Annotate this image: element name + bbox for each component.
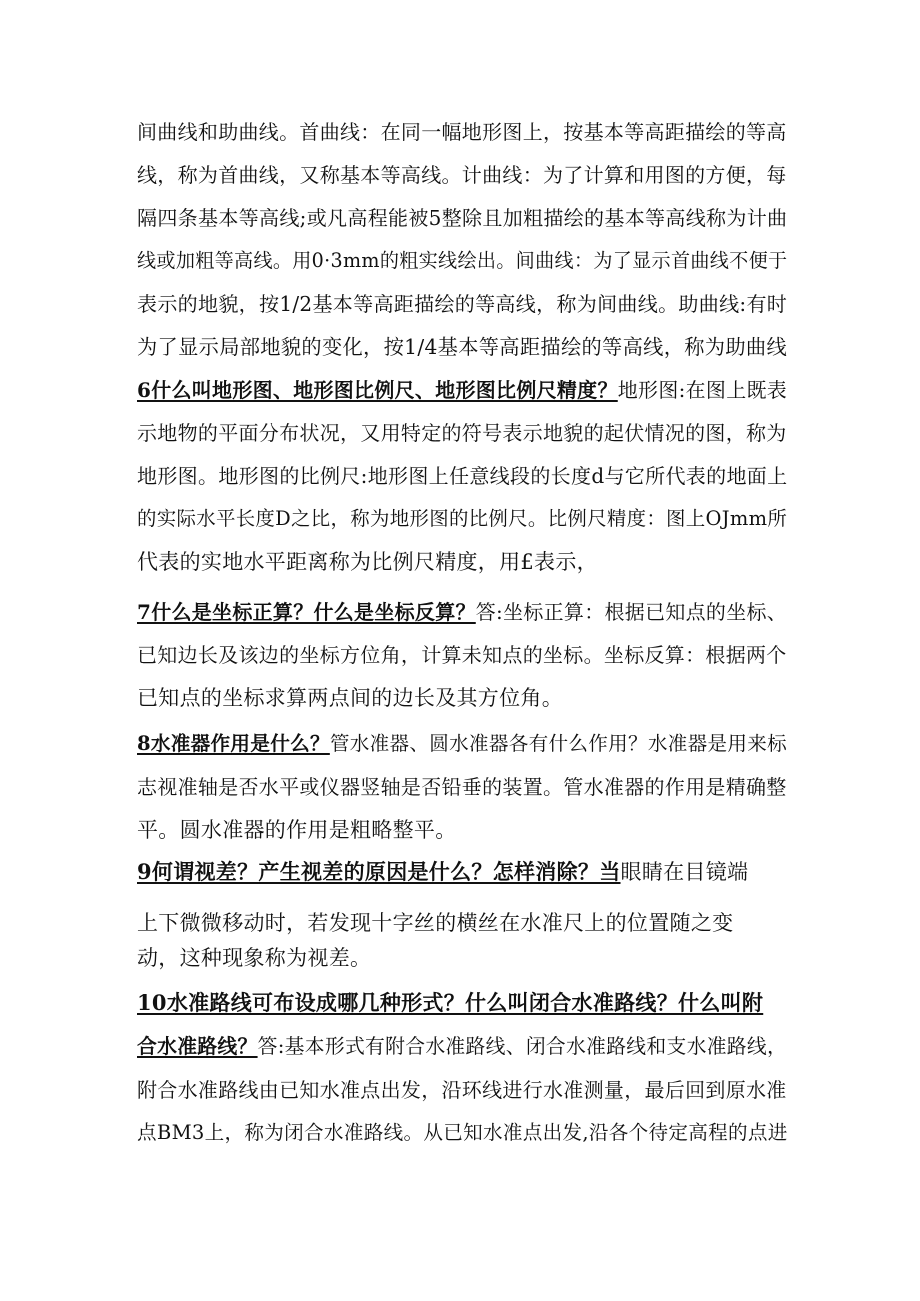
body-text: 管水准器、圆水准器各有什么作用？水准器是用来标	[329, 732, 788, 755]
body-text: 代表的实地水平距离称为比例尺精度，用£表示，	[137, 550, 598, 574]
text-line-13	[137, 640, 787, 670]
question-heading: 6什么叫地形图、地形图比例尺、地形图比例尺精度？	[137, 378, 618, 402]
text-line-15	[137, 729, 787, 759]
text-line-17	[137, 815, 457, 845]
text-line-4	[137, 246, 787, 276]
body-text: 已知边长及该边的坐标方位角，计算未知点的坐标。坐标反算：根据两个	[137, 643, 787, 667]
body-text: 动，这种现象称为视差。	[137, 946, 372, 970]
body-text: 的实际水平长度D之比，称为地形图的比例尺。比例尺精度：图上OJmm所	[137, 507, 788, 530]
body-text: 点BM3上，称为闭合水准路线。从已知水准点出发,沿各个待定高程的点进	[137, 1121, 788, 1144]
text-line-11	[137, 547, 598, 577]
body-text: 志视准轴是否水平或仪器竖轴是否铅垂的装置。管水准器的作用是精确整	[137, 775, 787, 799]
body-text: 为了显示局部地貌的变化，按1/4基本等高距描绘的等高线，称为助曲线	[137, 335, 787, 359]
question-heading: 9何谓视差？产生视差的原因是什么？怎样消除？当	[137, 859, 621, 884]
text-line-20	[137, 943, 371, 973]
text-line-3	[137, 203, 787, 233]
question-heading: 10水准路线可布设成哪几种形式？什么叫闭合水准路线？什么叫附	[137, 990, 764, 1015]
body-text: 已知点的坐标求算两点间的边长及其方位角。	[137, 686, 563, 710]
question-heading: 8水准器作用是什么？	[137, 732, 330, 755]
body-text: 线，称为首曲线，又称基本等高线。计曲线：为了计算和用图的方便，每	[137, 163, 787, 187]
body-text: 地形图:在图上既表	[617, 378, 788, 402]
question-heading: 合水准路线？	[137, 1034, 258, 1058]
text-line-2	[137, 160, 787, 190]
body-text: 线或加粗等高线。用0·3mm的粗实线绘出。间曲线：为了显示首曲线不便于	[137, 249, 788, 272]
text-line-10	[137, 504, 787, 534]
text-line-24	[137, 1118, 788, 1148]
text-line-16	[137, 772, 787, 802]
text-line-21	[137, 988, 763, 1018]
text-line-22	[137, 1031, 787, 1061]
text-line-1	[137, 117, 787, 147]
text-line-19	[137, 908, 733, 938]
body-text: 平。圆水准器的作用是粗略整平。	[137, 818, 457, 842]
text-line-12	[137, 597, 787, 627]
body-text: 答:基本形式有附合水准路线、闭合水准路线和支水准路线，	[257, 1035, 788, 1058]
text-line-18	[137, 857, 748, 887]
body-text: 地形图。地形图的比例尺:地形图上任意线段的长度d与它所代表的地面上	[137, 464, 788, 488]
body-text: 答:坐标正算：根据已知点的坐标、	[475, 600, 788, 624]
text-line-8	[137, 418, 787, 448]
text-line-23	[137, 1075, 787, 1105]
body-text: 表示的地貌，按1/2基本等高距描绘的等高线，称为间曲线。助曲线:有时	[137, 292, 788, 316]
body-text: 附合水准路线由已知水准点出发，沿环线进行水准测量，最后回到原水准	[137, 1078, 787, 1102]
body-text: 隔四条基本等高线;或凡高程能被5整除且加粗描绘的基本等高线称为计曲	[137, 206, 788, 230]
text-line-5	[137, 289, 787, 319]
body-text: 上下微微移动时，若发现十字丝的横丝在水准尺上的位置随之变	[137, 911, 734, 935]
body-text: 示地物的平面分布状况，又用特定的符号表示地貌的起伏情况的图，称为	[137, 421, 787, 445]
text-line-7	[137, 375, 787, 405]
body-text: 间曲线和助曲线。首曲线：在同一幅地形图上，按基本等高距描绘的等高	[137, 120, 787, 144]
body-text: 眼睛在目镜端	[620, 860, 749, 884]
text-line-14	[137, 683, 563, 713]
text-line-6	[137, 332, 787, 362]
question-heading: 7什么是坐标正算？什么是坐标反算？	[137, 600, 476, 624]
text-line-9	[137, 461, 787, 491]
